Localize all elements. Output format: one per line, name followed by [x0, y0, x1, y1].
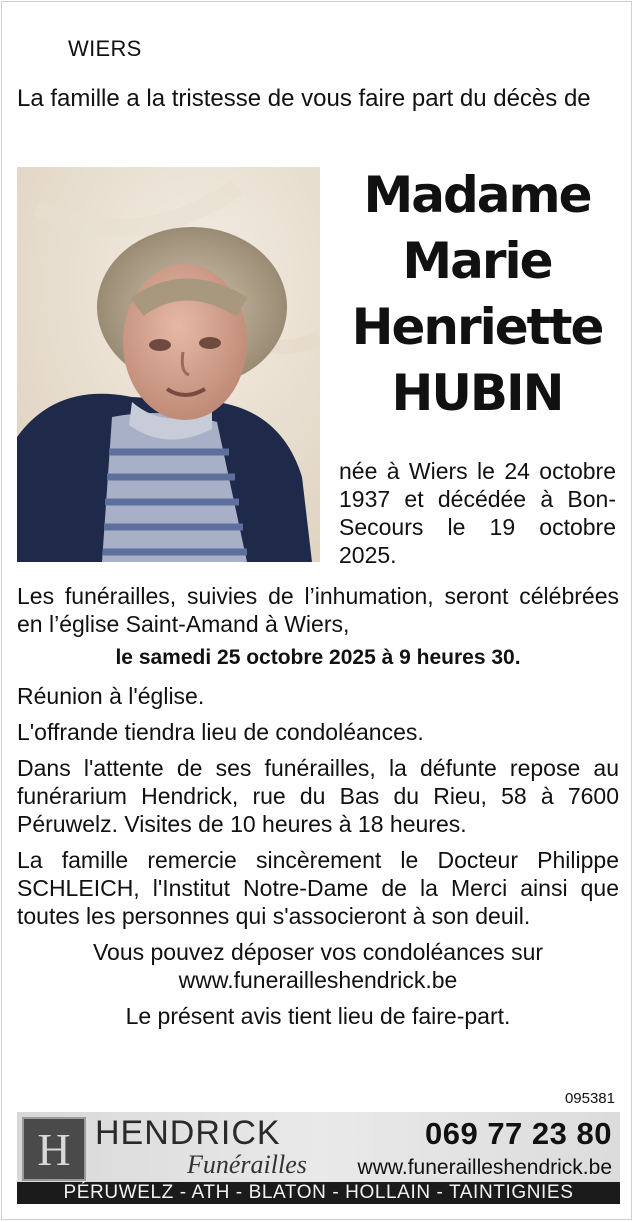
portrait-photo: [17, 167, 320, 562]
rest-text: Dans l'attente de ses funérailles, la défunte repose au funérarium Hendrick, rue du Bas du Rieu, 58 à 7600 Péruwelz. Visites de 10 heures à 18 heures.: [17, 755, 619, 837]
website-link[interactable]: www.funerailleshendrick.be: [357, 1156, 612, 1179]
deceased-name: [332, 162, 622, 426]
notice-text: Le présent avis tient lieu de faire-part.: [125, 1003, 511, 1029]
phone-number: 069 77 23 80: [424, 1116, 612, 1151]
funeral-home-banner: [17, 1112, 620, 1204]
brand-name: HENDRICK: [95, 1114, 281, 1152]
hendrick-logo-icon: H: [22, 1117, 86, 1181]
reference-number: 095381: [564, 1090, 615, 1107]
intro-text: La famille a la tristesse de vous faire part du décès de: [17, 85, 591, 112]
name-line: Madame: [363, 166, 591, 224]
funeral-text: Les funérailles, suivies de l’inhumation, seront célébrées en l’église Saint-Amand à Wiers,: [17, 583, 619, 637]
meeting-text: Réunion à l'église.: [17, 683, 205, 709]
cities-strip: PÉRUWELZ - ATH - BLATON - HOLLAIN - TAINTIGNIES: [17, 1182, 620, 1204]
notice-body: [17, 582, 619, 1038]
condolences-text: Vous pouvez déposer vos condoléances sur www.funerailleshendrick.be: [92, 939, 544, 993]
obituary-notice: [1, 1, 632, 1220]
brand-subtitle: Funérailles: [187, 1150, 307, 1179]
name-line: Marie: [402, 232, 552, 290]
funeral-date: le samedi 25 octobre 2025 à 9 heures 30.: [115, 646, 521, 669]
thanks-text: La famille remercie sincèrement le Docteur Philippe SCHLEICH, l'Institut Notre-Dame de la Merci ainsi que toutes les personnes qui s'associeront à son deuil.: [17, 847, 619, 929]
name-line: HUBIN: [391, 364, 563, 422]
offering-text: L'offrande tiendra lieu de condoléances.: [17, 719, 424, 745]
birth-death-text: née à Wiers le 24 octobre 1937 et décédée à Bon-Secours le 19 octobre 2025.: [339, 458, 616, 568]
name-line: Henriette: [351, 298, 603, 356]
town-heading: WIERS: [68, 36, 142, 61]
